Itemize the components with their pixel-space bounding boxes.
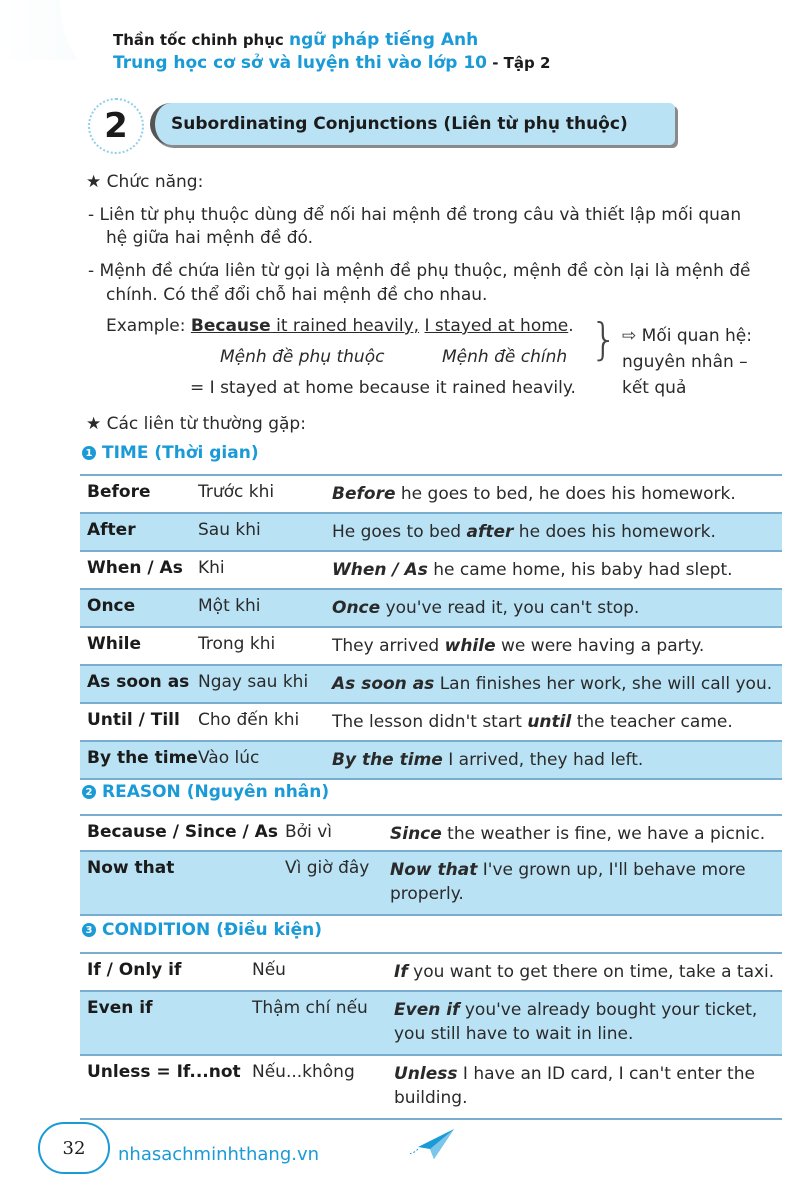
- footer-url: nhasachminhthang.vn: [118, 1144, 320, 1165]
- example-cell: As soon as Lan finishes her work, she will call you.: [332, 674, 773, 694]
- common-conjunctions-heading: ★ Các liên từ thường gặp:: [86, 414, 306, 434]
- conjunction-cell: Because / Since / As: [87, 822, 278, 842]
- time-row: [80, 742, 782, 780]
- example-cell: By the time I arrived, they had left.: [332, 750, 644, 770]
- meaning-cell: Trong khi: [198, 634, 276, 654]
- main-clause-label: Mệnh đề chính: [442, 347, 568, 367]
- meaning-cell: Một khi: [198, 596, 261, 616]
- page-number: 32: [62, 1137, 86, 1159]
- meaning-cell: Nếu...không: [252, 1062, 355, 1082]
- header-line-2: Trung học cơ sở và luyện thi vào lớp 10 - Tập 2: [113, 53, 551, 73]
- equivalent-sentence: = I stayed at home because it rained heavily.: [190, 378, 576, 398]
- time-row: [80, 628, 782, 666]
- example-cell: Now that I've grown up, I'll behave more properly.: [390, 860, 746, 904]
- subordinate-clause-label: Mệnh đề phụ thuộc: [220, 347, 385, 367]
- category-condition: 3 CONDITION (Điều kiện): [82, 920, 322, 940]
- example-cell: Even if you've already bought your ticket, you still have to wait in line.: [394, 1000, 758, 1044]
- paper-plane-icon: [410, 1125, 460, 1165]
- relation-line-2: nguyên nhân –: [622, 352, 748, 372]
- section-title-bar: [150, 103, 675, 145]
- example-cell: Once you've read it, you can't stop.: [332, 598, 640, 618]
- meaning-cell: Sau khi: [198, 520, 261, 540]
- meaning-cell: Vào lúc: [198, 748, 260, 768]
- brace-icon: }: [590, 314, 618, 365]
- header-line-1: Thần tốc chinh phục ngữ pháp tiếng Anh: [113, 30, 479, 50]
- condition-row: [80, 1056, 782, 1120]
- page-number-cloud: [38, 1122, 110, 1174]
- time-row: [80, 704, 782, 742]
- time-row: [80, 552, 782, 590]
- section-number-badge: 2: [88, 98, 144, 154]
- meaning-cell: Nếu: [252, 960, 286, 980]
- time-row: [80, 590, 782, 628]
- bullet-1-line-2: hệ giữa hai mệnh đề đó.: [106, 228, 313, 248]
- time-table: [80, 474, 782, 780]
- category-reason: 2 REASON (Nguyên nhân): [82, 782, 329, 802]
- reason-table: [80, 814, 782, 916]
- conjunction-cell: Unless = If...not: [87, 1062, 241, 1082]
- conjunction-cell: Now that: [87, 858, 175, 878]
- example-cell: Before he goes to bed, he does his homework.: [332, 484, 736, 504]
- meaning-cell: Thậm chí nếu: [252, 998, 368, 1018]
- example-sentence: Example: Because it rained heavily, I stayed at home.: [106, 316, 574, 336]
- time-row: [80, 666, 782, 704]
- category-time: 1 TIME (Thời gian): [82, 443, 259, 463]
- bullet-2-line-2: chính. Có thể đổi chỗ hai mệnh đề cho nhau.: [106, 285, 488, 305]
- book-header: [113, 30, 550, 73]
- conjunction-cell: As soon as: [87, 672, 190, 692]
- example-cell: When / As he came home, his baby had slept.: [332, 560, 733, 580]
- bullet-1-line-1: - Liên từ phụ thuộc dùng để nối hai mệnh đề trong câu và thiết lập mối quan: [88, 205, 742, 225]
- condition-row: [80, 992, 782, 1056]
- meaning-cell: Ngay sau khi: [198, 672, 309, 692]
- time-row: [80, 474, 782, 514]
- meaning-cell: Cho đến khi: [198, 710, 300, 730]
- relation-line-3: kết quả: [622, 378, 687, 398]
- example-cell: They arrived while we were having a party.: [332, 636, 705, 656]
- conjunction-cell: Before: [87, 482, 151, 502]
- section-title: Subordinating Conjunctions (Liên từ phụ thuộc): [171, 114, 628, 134]
- example-cell: Since the weather is fine, we have a picnic.: [390, 824, 766, 844]
- conjunction-cell: When / As: [87, 558, 183, 578]
- example-cell: If you want to get there on time, take a taxi.: [394, 962, 775, 982]
- conjunction-cell: Even if: [87, 998, 153, 1018]
- conjunction-cell: Until / Till: [87, 710, 180, 730]
- example-cell: The lesson didn't start until the teacher came.: [332, 712, 733, 732]
- condition-table: [80, 952, 782, 1120]
- bullet-2-line-1: - Mệnh đề chứa liên từ gọi là mệnh đề phụ thuộc, mệnh đề còn lại là mệnh đề: [88, 261, 751, 281]
- meaning-cell: Khi: [198, 558, 225, 578]
- conjunction-cell: After: [87, 520, 136, 540]
- time-row: [80, 514, 782, 552]
- meaning-cell: Bởi vì: [285, 822, 332, 842]
- meaning-cell: Vì giờ đây: [285, 858, 370, 878]
- conjunction-cell: While: [87, 634, 142, 654]
- conjunction-cell: Once: [87, 596, 136, 616]
- meaning-cell: Trước khi: [198, 482, 275, 502]
- condition-row: [80, 952, 782, 992]
- conjunction-cell: By the time: [87, 748, 198, 768]
- example-cell: He goes to bed after he does his homework.: [332, 522, 716, 542]
- relation-line-1: ⇨ Mối quan hệ:: [622, 326, 752, 346]
- example-cell: Unless I have an ID card, I can't enter the building.: [394, 1064, 755, 1108]
- reason-row: [80, 852, 782, 916]
- reason-row: [80, 814, 782, 852]
- function-heading: ★ Chức năng:: [86, 172, 204, 192]
- conjunction-cell: If / Only if: [87, 960, 182, 980]
